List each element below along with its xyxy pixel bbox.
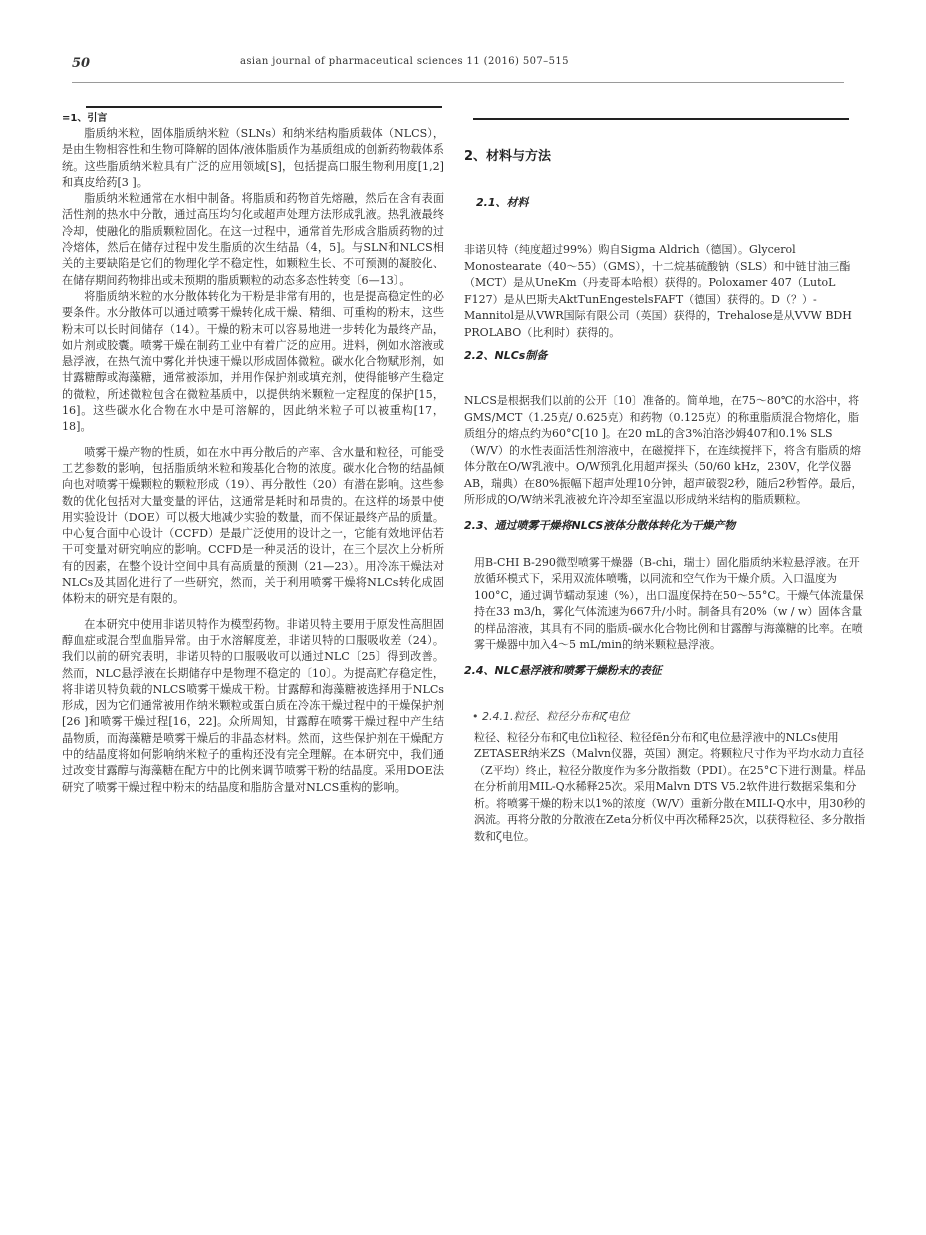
right-column [464, 140, 868, 845]
materials-subsection-title: 2.1、材料 [476, 196, 529, 209]
materials-text: 非诺贝特（纯度超过99%）购自Sigma Aldrich（德国）。Glycerol Monostearate（40～55）（GMS），十二烷基硫酸钠（SLS）和中链甘油三酯（MCT）是从UneKm（丹麦哥本哈根）获得的。Poloxamer 407（LutoL F127）是从巴斯夫AktTunEngestelsFAFT（德国）获得的。D（？）- Mannitol是从VWR国际有限公司（英国）获得的，Trehalose是从VVW BDH PROLABO（比利时）获得的。 [464, 243, 852, 339]
spray-drying-text: 用B-CHI B-290微型喷雾干燥器（B-chi，瑞士）固化脂质纳米粒悬浮液。在开放循环模式下，采用双流体喷嘴，以同流和空气作为干燥介质。入口温度为100°C，通过调节蠕动泵速（%），出口温度保持在50～55°C。干燥气体流量保持在33 m3/h，雾化气体流速为667升/小时。制备具有20%（w / w）固体含量的样品溶液，其具有不同的脂质-碳水化合物比例和甘露醇与海藻糖的比率。在喷雾干燥器中加入4～5 mL/min的纳米颗粒悬浮液。 [474, 555, 864, 651]
intro-paragraph-2: 脂质纳米粒通常在水相中制备。将脂质和药物首先熔融，然后在含有表面活性剂的热水中分散，通过高压均匀化或超声处理方法形成乳液。热乳液最终冷却，使融化的脂质颗粒固化。在这一过程中，通常首先形成含脂质药物的过冷熔体，然后在储存过程中发生脂质的次生结晶（4，5]。与SLN和NLCS相关的主要缺陷是它们的物理化学不稳定性，如颗粒生长、不可预测的凝胶化、在储存期间药物排出或未预期的脂质颗粒的动态多态性转变〔6—13〕。 [62, 192, 444, 287]
header-rule [72, 82, 844, 83]
particle-size-subsection-title: • 2.4.1.粒径、粒径分布和ζ电位 [472, 709, 630, 723]
nlc-preparation-subsection-title: 2.2、NLCs制备 [464, 349, 548, 362]
journal-header: asian journal of pharmaceutical sciences 11 (2016) 507–515 [240, 56, 569, 67]
intro-paragraph-1: 脂质纳米粒，固体脂质纳米粒（SLNs）和纳米结构脂质载体（NLCS），是由生物相容性和生物可降解的固体/液体脂质作为基质组成的创新药物载体系统。这些脂质纳米粒具有广泛的应用领域[S]，包括提高口服生物利用度[1,2]和真皮给药[3 ]。 [62, 127, 444, 189]
intro-paragraph-4: 喷雾干燥产物的性质，如在水中再分散后的产率、含水量和粒径，可能受工艺参数的影响，包括脂质纳米粒和羧基化合物的浓度。碳水化合物的结晶倾向也对喷雾干燥颗粒的颗粒形成（19）、再分散性（20）有潜在影响。这些参数的优化包括对大量变量的评估，这通常是耗时和昂贵的。在这样的场景中使用实验设计（DOE）可以极大地减少实验的数量，而不保证最终产品的质量。中心复合面中心设计（CCFD）是最广泛使用的设计之一，它能有效地评估若干可变量对研究响应的影响。CCFD是一种灵活的设计，在三个层次上分析所有的因素，在整个设计空间中具有高质量的预测（21—23）。用冷冻干燥法对NLCs及其固化进行了一些研究，然而，关于利用喷雾干燥将NLCs转化成固体粉末的研究是有限的。 [62, 445, 444, 606]
left-column [62, 112, 444, 796]
characterization-subsection-title: 2.4、NLC悬浮液和喷雾干燥粉末的表征 [464, 663, 662, 677]
spray-drying-subsection-title: 2.3、通过喷雾干燥将NLCS液体分散体转化为干燥产物 [464, 518, 736, 532]
intro-paragraph-5: 在本研究中使用非诺贝特作为模型药物。非诺贝特主要用于原发性高胆固醇血症或混合型血脂异常。由于水溶解度差，非诺贝特的口服吸收差（24）。我们以前的研究表明，非诺贝特的口服吸收可以通过NLC〔25〕得到改善。然而，NLC悬浮液在长期储存中是物理不稳定的〔10〕。为提高贮存稳定性，将非诺贝特负载的NLCS喷雾干燥成干粉。甘露醇和海藻糖被选择用于NLCs形成，因为它们通常被用作纳米颗粒或蛋白质在冷冻干燥过程中的干燥保护剂[26 ]和喷雾干燥过程[16，22]。众所周知，甘露醇在喷雾干燥过程中产生结晶物质，而海藻糖是喷雾干燥后的非晶态材料。然而，这些保护剂在干燥配方中的结晶度将如何影响纳米粒子的重构还没有完全理解。在本研究中，我们通过改变甘露醇与海藻糖在配方中的比例来调节喷雾干粉的结晶度。采用DOE法研究了喷雾干燥过程中粉末的结晶度和脂肪含量对NLCS重构的影响。 [62, 617, 444, 794]
intro-section-title: =1、引言 [62, 113, 108, 124]
page-number: 50 [72, 56, 91, 71]
particle-size-text: 粒径、粒径分布和ζ电位lì粒径、粒径fēn分布和ζ电位悬浮液中的NLCs使用ZETASER纳米ZS（Malvn仪器，英国）测定。将颗粒尺寸作为平均水动力直径（Z平均）终止，粒径分散度作为多分散指数（PDI）。在25°C下进行测量。样品在分析前用MIL-Q水稀释25次。采用Malvn DTS V5.2软件进行数据采集和分析。将喷雾干燥的粉末以1%的浓度（W/V）重新分散在MILI-Q水中，用30秒的涡流。再将分散的分散液在Zeta分析仪中再次稀释25次，以获得粒径、多分散指数和ζ电位。 [474, 730, 866, 843]
nlc-preparation-text: NLCS是根据我们以前的公开〔10〕准备的。简单地，在75～80℃的水浴中，将GMS/MCT（1.25克/ 0.625克）和药物（0.125克）的称重脂质混合物熔化，脂质组分的熔点约为60°C[10 ]。在20 mL的含3%泊洛沙姆407和0.1% SLS（W/V）的水性表面活性剂溶液中，在磁搅拌下，在连续搅拌下，将含有脂质的熔体分散在O/W乳液中。O/W预乳化用超声探头（50/60 kHz，230V，化学仪器AB，瑞典）在80%振幅下超声处理10分钟，超声破裂2秒，随后2秒暂停。最后，所形成的O/W纳米乳液被允许冷却至室温以形成纳米结构的脂质颗粒。 [464, 394, 863, 506]
right-column-rule [473, 118, 849, 120]
intro-paragraph-3: 将脂质纳米粒的水分散体转化为干粉是非常有用的，也是提高稳定性的必要条件。水分散体可以通过喷雾干燥转化成干燥、精细、可重构的粉末，这些粉末可以长时间储存（14）。干燥的粉末可以容易地进一步转化为最终产品，如片剂或胶囊。喷雾干燥在制药工业中有着广泛的应用。进料，例如水溶液或悬浮液，在热气流中雾化并快速干燥以形成固体微粒。碳水化合物赋形剂，如甘露糖醇或海藻糖，通常被添加，并用作保护剂或填充剂，使得能够产生稳定的微粒，所述微粒包含在微粒基质中，以提供纳米颗粒一定程度的保护[15，16]。这些碳水化合物在水中是可溶解的，因此纳米粒子可以被重构[17，18]。 [62, 289, 444, 434]
left-column-rule [86, 106, 442, 108]
methods-section-title: 2、材料与方法 [464, 149, 552, 164]
